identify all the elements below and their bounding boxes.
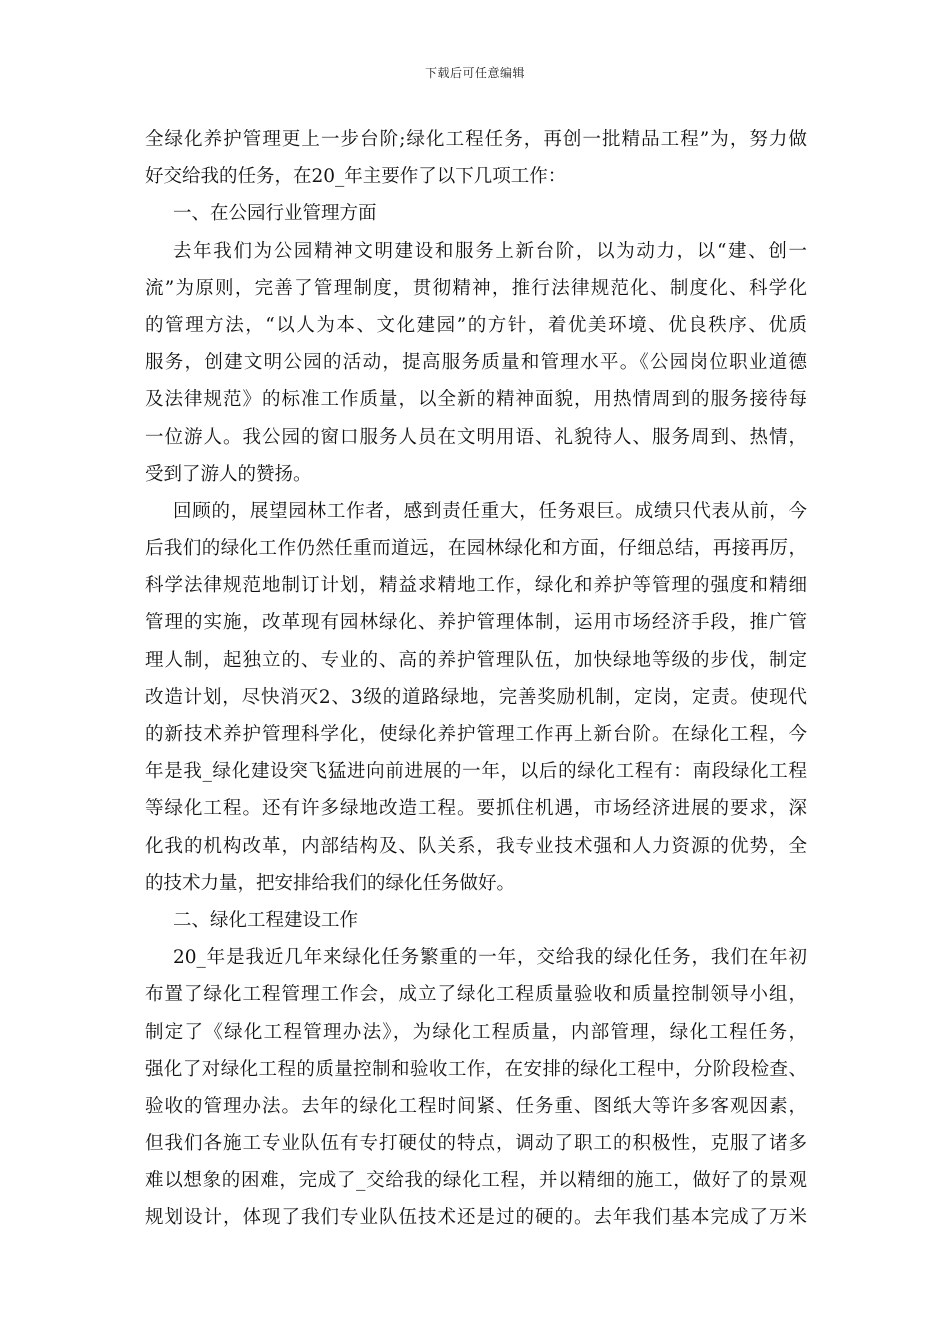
text-line: 但我们各施工专业队伍有专打硬仗的特点，调动了职工的积极性，克服了诸多 — [145, 1133, 807, 1155]
text-line: 20_年是我近几年来绿化任务繁重的一年，交给我的绿化任务，我们在年初 — [173, 947, 807, 969]
text-line: 去年我们为公园精神文明建设和服务上新台阶，以为动力，以“建、创一 — [173, 240, 807, 262]
text-line: 服务，创建文明公园的活动，提高服务质量和管理水平。《公园岗位职业道德 — [145, 352, 807, 374]
text-line: 理人制，起独立的、专业的、高的养护管理队伍，加快绿地等级的步伐，制定 — [145, 649, 807, 671]
text-line: 制定了《绿化工程管理办法》，为绿化工程质量，内部管理，绿化工程任务， — [145, 1021, 807, 1043]
text-line: 年是我_绿化建设突飞猛进向前进展的一年，以后的绿化工程有：南段绿化工程 — [145, 761, 807, 783]
text-line: 科学法律规范地制订计划，精益求精地工作，绿化和养护等管理的强度和精细 — [145, 575, 807, 597]
text-line: 的技术力量，把安排给我们的绿化任务做好。 — [145, 872, 516, 894]
text-line: 强化了对绿化工程的质量控制和验收工作，在安排的绿化工程中，分阶段检查、 — [145, 1058, 807, 1080]
section-heading: 二、绿化工程建设工作 — [173, 909, 359, 931]
text-line: 改造计划，尽快消灭2、3级的道路绿地，完善奖励机制，定岗，定责。使现代 — [145, 686, 807, 708]
text-line: 规划设计，体现了我们专业队伍技术还是过的硬的。去年我们基本完成了万米 — [145, 1207, 807, 1229]
text-line: 及法律规范》的标准工作质量，以全新的精神面貌，用热情周到的服务接待每 — [145, 389, 807, 411]
text-line: 后我们的绿化工作仍然任重而道远，在园林绿化和方面，仔细总结，再接再厉， — [145, 538, 807, 560]
text-line: 一位游人。我公园的窗口服务人员在文明用语、礼貌待人、服务周到、热情， — [145, 426, 807, 448]
page-header: 下载后可任意编辑 — [424, 66, 525, 80]
text-line: 回顾的，展望园林工作者，感到责任重大，任务艰巨。成绩只代表从前，今 — [173, 500, 807, 522]
text-line: 验收的管理办法。去年的绿化工程时间紧、任务重、图纸大等许多客观因素， — [145, 1095, 807, 1117]
text-line: 布置了绿化工程管理工作会，成立了绿化工程质量验收和质量控制领导小组， — [145, 984, 807, 1006]
text-line: 的新技术养护管理科学化，使绿化养护管理工作再上新台阶。在绿化工程，今 — [145, 724, 807, 745]
text-line: 全绿化养护管理更上一步台阶;绿化工程任务，再创一批精品工程”为，努力做 — [145, 129, 807, 150]
text-line: 好交给我的任务，在20_年主要作了以下几项工作： — [145, 166, 567, 188]
text-line: 管理的实施，改革现有园林绿化、养护管理体制，运用市场经济手段，推广管 — [145, 612, 807, 634]
section-heading: 一、在公园行业管理方面 — [173, 203, 377, 225]
text-line: 化我的机构改革，内部结构及、队关系，我专业技术强和人力资源的优势，全 — [145, 835, 807, 857]
text-line: 受到了游人的赞扬。 — [145, 463, 312, 485]
text-line: 流”为原则，完善了管理制度，贯彻精神，推行法律规范化、制度化、科学化 — [145, 277, 807, 299]
text-line: 的管理方法，“以人为本、文化建园”的方针，着优美环境、优良秩序、优质 — [145, 314, 807, 336]
document-body — [145, 121, 807, 1237]
text-line: 等绿化工程。还有许多绿地改造工程。要抓住机遇，市场经济进展的要求，深 — [145, 798, 807, 820]
text-line: 难以想象的困难，完成了_交给我的绿化工程，并以精细的施工，做好了的景观 — [145, 1170, 807, 1192]
